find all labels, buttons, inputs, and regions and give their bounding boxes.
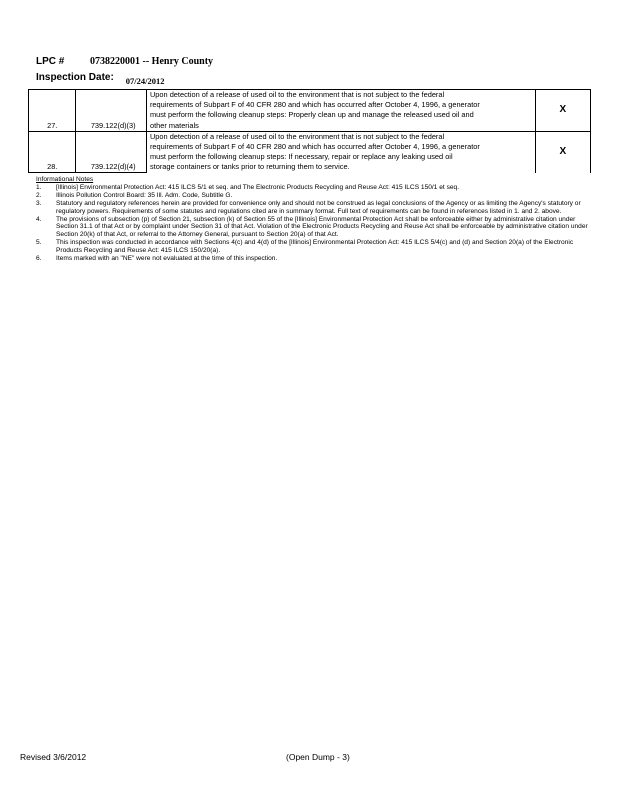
- violation-reference: 739.122(d)(3): [76, 90, 147, 132]
- description-line: must perform the following cleanup steps: Properly clean up and manage the released used oil and: [149, 110, 474, 120]
- note-item: [36, 255, 588, 263]
- inspection-date-label: Inspection Date:: [36, 72, 114, 83]
- note-text: Statutory and regulatory references herein are provided for convenience only and should not be construed as legal conclusions of the Agency or as limiting the Agency's statutory or regulatory powers. Requirements of some statutes and regulations cited are in summary format. Full text of requirements can be found in references listed in 1. and 2. above.: [56, 199, 581, 215]
- violation-row-28: [29, 131, 591, 172]
- note-text: This inspection was conducted in accordance with Sections 4(c) and 4(d) of the [Illinois] Environmental Protection Act: 415 ILCS 5/4(c) and (d) and Section 20(a) of the Electronic Products Recycling and Reuse Act: 415 ILCS 150/20(a).: [56, 239, 574, 255]
- lpc-number-line: [36, 56, 213, 67]
- note-item: [36, 192, 588, 200]
- note-item: [36, 200, 588, 216]
- notes-title: Informational Notes: [36, 176, 94, 183]
- description-line: Upon detection of a release of used oil to the environment that is not subject to the federal: [149, 131, 445, 141]
- revision-date: Revised 3/6/2012: [20, 752, 87, 762]
- note-text: [Illinois] Environmental Protection Act: 415 ILCS 5/1 et seq. and The Electronic Products Recycling and Reuse Act: 415 ILCS 150/1 et seq.: [56, 183, 460, 191]
- violation-mark: X: [535, 131, 590, 172]
- note-text: Items marked with an "NE" were not evaluated at the time of this inspection.: [56, 255, 278, 263]
- note-item: [36, 184, 588, 192]
- lpc-value: 0738220001 -- Henry County: [90, 56, 214, 67]
- form-name: (Open Dump - 3): [286, 752, 350, 762]
- note-number: 4.: [36, 215, 42, 223]
- note-text: The provisions of subsection (p) of Section 21, subsection (k) of Section 55 of the [Illinois] Environmental Protection Act shall be enforceable either by administrative citation under Section 31.1 of that Act or by complaint under Section 31 of that Act. Violation of the Electronic Products Recycling and Reuse Act shall be enforceable by administrative citation under Section 20(k) of that Act, or referral to the Attorney General, pursuant to Section 20(a) of that Act.: [56, 215, 588, 239]
- inspection-date-line: [36, 72, 165, 86]
- inspection-date-value: 07/24/2012: [125, 76, 165, 86]
- note-number: 6.: [36, 255, 42, 263]
- description-line: requirements of Subpart F of 40 CFR 280 and which has occurred after October 4, 1996, a generator: [149, 100, 480, 110]
- violation-mark: X: [535, 90, 590, 132]
- violation-number: 27.: [29, 90, 76, 132]
- description-line: requirements of Subpart F of 40 CFR 280 and which has occurred after October 4, 1996, a generator: [149, 142, 480, 152]
- violation-description: [146, 131, 535, 172]
- violation-reference: 739.122(d)(4): [76, 131, 147, 172]
- note-item: [36, 216, 588, 240]
- note-item: [36, 239, 588, 255]
- violation-description: [146, 90, 535, 132]
- informational-notes: [36, 176, 588, 263]
- note-number: 5.: [36, 239, 42, 247]
- description-line: must perform the following cleanup steps: If necessary, repair or replace any leaking used oil: [149, 152, 453, 162]
- note-text: Illinois Pollution Control Board: 35 Ill. Adm. Code, Subtitle G.: [56, 191, 233, 199]
- violation-row-27: [29, 90, 591, 132]
- note-number: 2.: [36, 191, 42, 199]
- description-line: other materials: [149, 120, 199, 130]
- violations-table: [28, 89, 591, 173]
- description-line: Upon detection of a release of used oil to the environment that is not subject to the federal: [149, 90, 445, 99]
- violation-number: 28.: [29, 131, 76, 172]
- description-line: storage containers or tanks prior to returning them to service.: [149, 162, 350, 172]
- note-number: 1.: [36, 183, 42, 191]
- lpc-label: LPC #: [36, 56, 65, 67]
- note-number: 3.: [36, 199, 42, 207]
